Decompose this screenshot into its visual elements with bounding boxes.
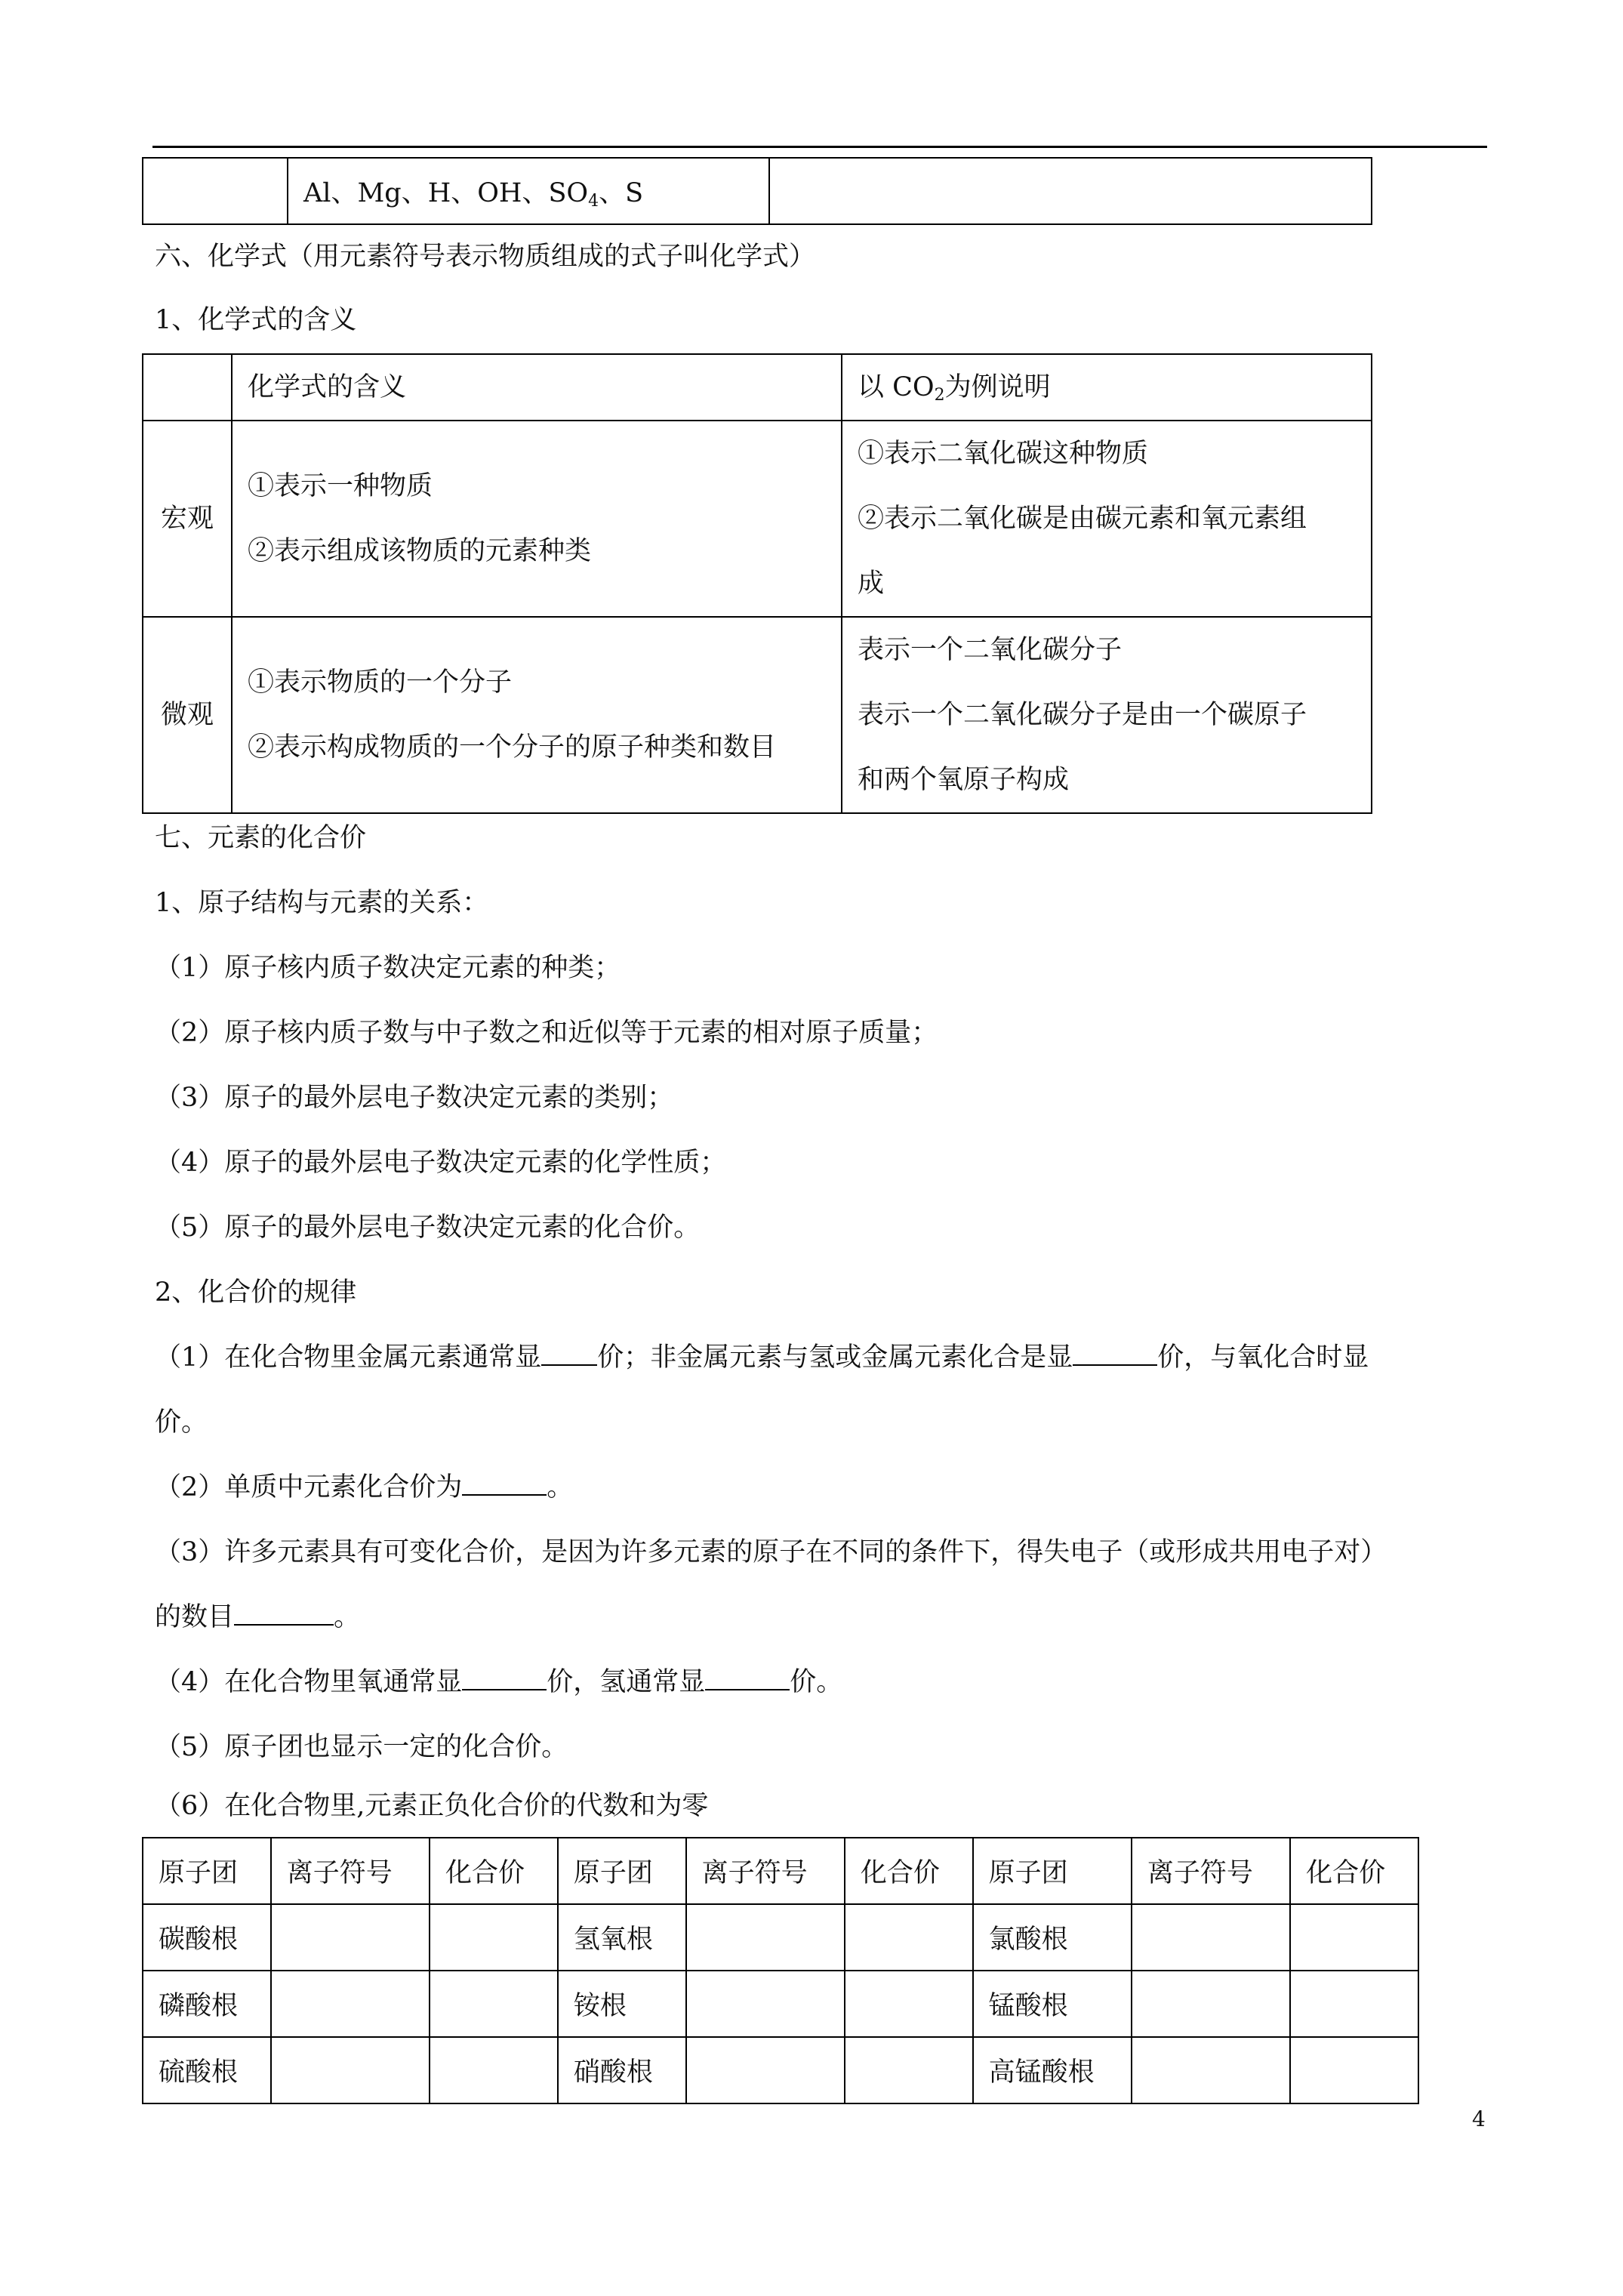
table-header-cell: 化合价 — [1290, 1838, 1418, 1904]
section-7-heading: 七、元素的化合价 — [155, 823, 367, 853]
table-cell: 氯酸根 — [973, 1904, 1132, 1971]
atomic-groups-table — [142, 1837, 1419, 2104]
valence-rule-6: （6）在化合物里,元素正负化合价的代数和为零 — [155, 1791, 709, 1821]
table-header-cell: 原子团 — [558, 1838, 686, 1904]
micro-meaning-cell — [232, 617, 842, 813]
table-cell: 硫酸根 — [143, 2037, 271, 2103]
table-cell[interactable] — [845, 1971, 973, 2037]
table-cell: 高锰酸根 — [973, 2037, 1132, 2103]
header-example-pre: 以 CO — [858, 372, 935, 402]
rule4-text-a: （4）在化合物里氧通常显 — [155, 1667, 463, 1697]
relation-item-2: （2）原子核内质子数与中子数之和近似等于元素的相对原子质量； — [155, 1018, 938, 1048]
table-cell[interactable] — [1290, 2037, 1418, 2103]
table-cell[interactable] — [686, 2037, 845, 2103]
valence-rule-3-cont — [155, 1601, 360, 1634]
table-cell: 氢氧根 — [558, 1904, 686, 1971]
table-cell[interactable] — [1132, 1904, 1290, 1971]
header-example-post: 为例说明 — [944, 372, 1051, 402]
table-cell[interactable] — [845, 1904, 973, 1971]
relation-item-1: （1）原子核内质子数决定元素的种类； — [155, 953, 621, 983]
table-cell[interactable] — [430, 2037, 558, 2103]
macro-meaning-cell — [232, 421, 842, 617]
fill-blank[interactable] — [462, 1472, 547, 1496]
macro-meaning-2: ②表示组成该物质的元素种类 — [248, 536, 592, 566]
table-cell[interactable] — [1290, 1971, 1418, 2037]
table-cell[interactable] — [430, 1971, 558, 2037]
macro-example-cell — [842, 421, 1372, 617]
table-cell[interactable] — [845, 2037, 973, 2103]
table-cell[interactable] — [686, 1971, 845, 2037]
table-cell — [769, 158, 1372, 224]
table-header-cell: 离子符号 — [686, 1838, 845, 1904]
table-header-cell: 化合价 — [845, 1838, 973, 1904]
row-label-macro: 宏观 — [143, 421, 232, 617]
section-7-sub1: 1、原子结构与元素的关系： — [155, 888, 489, 918]
valence-rule-5: （5）原子团也显示一定的化合价。 — [155, 1732, 568, 1762]
fill-blank[interactable] — [541, 1342, 597, 1366]
table-cell[interactable] — [271, 1904, 430, 1971]
macro-example-2: ②表示二氧化碳是由碳元素和氧元素组 — [858, 504, 1307, 534]
table-cell[interactable] — [1132, 1971, 1290, 2037]
table-cell — [143, 354, 232, 421]
rule2-text-a: （2）单质中元素化合价为 — [155, 1472, 463, 1502]
table-cell[interactable] — [686, 1904, 845, 1971]
table-row — [143, 2037, 1418, 2103]
micro-meaning-2: ②表示构成物质的一个分子的原子种类和数目 — [248, 732, 777, 763]
table-header-cell: 原子团 — [143, 1838, 271, 1904]
table-header-example — [842, 354, 1372, 421]
fill-blank[interactable] — [705, 1666, 790, 1690]
table-header-cell: 离子符号 — [271, 1838, 430, 1904]
section-6-sub1: 1、化学式的含义 — [155, 305, 357, 335]
micro-example-1: 表示一个二氧化碳分子 — [858, 635, 1123, 665]
table-cell: 磷酸根 — [143, 1971, 271, 2037]
micro-example-cell — [842, 617, 1372, 813]
header-example-subscript: 2 — [934, 386, 945, 405]
rule1-text-c: 价，与氧化合时显 — [1157, 1342, 1369, 1373]
table-row — [143, 158, 1372, 224]
table-cell[interactable] — [1290, 1904, 1418, 1971]
formula-meaning-table — [142, 353, 1372, 814]
fill-blank[interactable] — [234, 1601, 334, 1626]
section-7-sub2: 2、化合价的规律 — [155, 1277, 357, 1308]
page-number: 4 — [1472, 2106, 1486, 2131]
table-cell[interactable] — [271, 1971, 430, 2037]
micro-example-3: 和两个氧原子构成 — [858, 765, 1070, 795]
rule4-text-c: 价。 — [790, 1667, 843, 1697]
table-header-meaning: 化学式的含义 — [232, 354, 842, 421]
table-row — [143, 1838, 1418, 1904]
table-row — [143, 617, 1372, 813]
relation-item-3: （3）原子的最外层电子数决定元素的类别； — [155, 1083, 674, 1113]
valence-rule-1-cont: 价。 — [155, 1407, 208, 1438]
valence-rule-4 — [155, 1666, 842, 1699]
relation-item-5: （5）原子的最外层电子数决定元素的化合价。 — [155, 1213, 701, 1243]
section-6-heading: 六、化学式（用元素符号表示物质组成的式子叫化学式） — [155, 242, 816, 272]
table-header-cell: 离子符号 — [1132, 1838, 1290, 1904]
table-header-cell: 化合价 — [430, 1838, 558, 1904]
table-cell: 铵根 — [558, 1971, 686, 2037]
rule3-text-c: 。 — [334, 1602, 361, 1632]
ion-list-subscript: 4 — [588, 192, 599, 211]
macro-example-1: ①表示二氧化碳这种物质 — [858, 439, 1149, 469]
table-row — [143, 1971, 1418, 2037]
table-cell: 硝酸根 — [558, 2037, 686, 2103]
table-row — [143, 421, 1372, 617]
ion-list-tail: 、S — [599, 178, 644, 208]
valence-rule-1 — [155, 1341, 1487, 1374]
table-cell[interactable] — [430, 1904, 558, 1971]
top-table-fragment — [142, 157, 1372, 225]
table-cell: 碳酸根 — [143, 1904, 271, 1971]
table-cell — [143, 158, 288, 224]
table-cell: 锰酸根 — [973, 1971, 1132, 2037]
table-row — [143, 354, 1372, 421]
rule4-text-b: 价，氢通常显 — [547, 1667, 706, 1697]
table-header-cell: 原子团 — [973, 1838, 1132, 1904]
table-cell[interactable] — [1132, 2037, 1290, 2103]
macro-meaning-1: ①表示一种物质 — [248, 471, 433, 501]
table-row — [143, 1904, 1418, 1971]
table-cell[interactable] — [271, 2037, 430, 2103]
rule1-text-a: （1）在化合物里金属元素通常显 — [155, 1342, 542, 1373]
micro-example-2: 表示一个二氧化碳分子是由一个碳原子 — [858, 700, 1307, 730]
fill-blank[interactable] — [462, 1666, 547, 1690]
ion-list: Al、Mg、H、OH、SO — [303, 178, 589, 208]
micro-meaning-1: ①表示物质的一个分子 — [248, 667, 513, 698]
header-rule — [152, 146, 1487, 148]
rule3-text-b: 的数目 — [155, 1602, 235, 1632]
fill-blank[interactable] — [1073, 1342, 1157, 1366]
macro-example-3: 成 — [858, 569, 885, 599]
rule2-text-b: 。 — [547, 1472, 574, 1502]
rule1-text-b: 价；非金属元素与氢或金属元素化合是显 — [597, 1342, 1073, 1373]
relation-item-4: （4）原子的最外层电子数决定元素的化学性质； — [155, 1148, 727, 1178]
valence-rule-2 — [155, 1471, 573, 1504]
table-cell — [288, 158, 769, 224]
row-label-micro: 微观 — [143, 617, 232, 813]
valence-rule-3: （3）许多元素具有可变化合价，是因为许多元素的原子在不同的条件下，得失电子（或形成共用电子对） — [155, 1537, 1387, 1567]
